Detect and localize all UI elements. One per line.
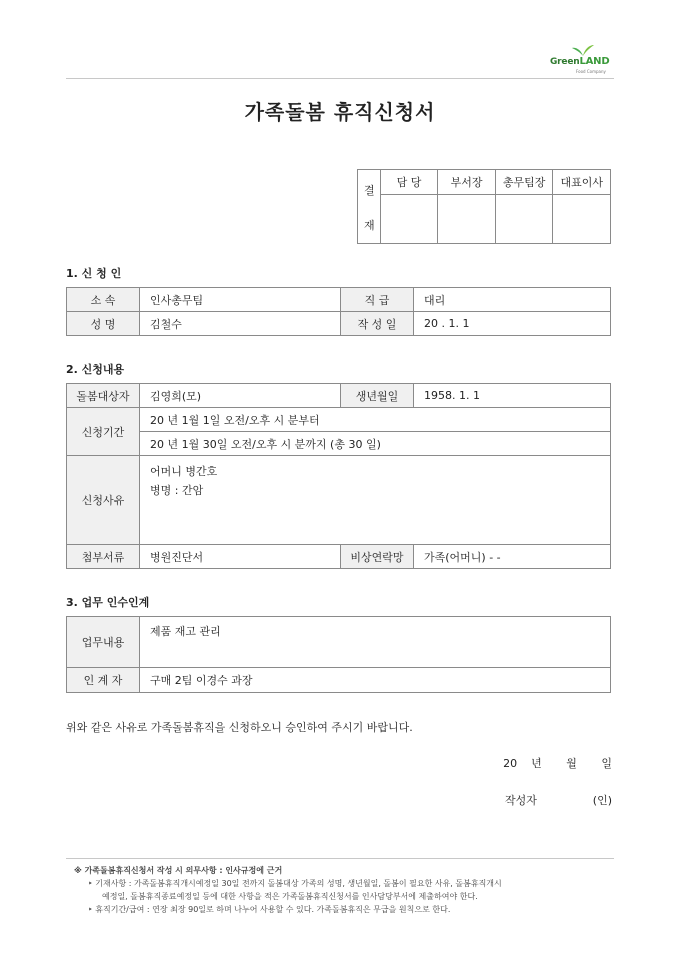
approval-box bbox=[357, 169, 611, 244]
handover-person-value[interactable]: 구매 2팀 이경수 과장 bbox=[140, 668, 611, 693]
approval-sign-dept-head[interactable] bbox=[438, 195, 496, 244]
care-target-value[interactable]: 김영희(모) bbox=[140, 384, 341, 408]
period-from[interactable]: 20 년 1월 1일 오전/오후 시 분부터 bbox=[140, 408, 611, 432]
date-line: 20 년 월 일 bbox=[503, 757, 612, 770]
written-date-value[interactable]: 20 . 1. 1 bbox=[414, 312, 611, 336]
emergency-contact-value[interactable]: 가족(어머니) - - bbox=[414, 545, 611, 569]
note-item-1-line-2: 예정일, 돌봄휴직종료예정일 등에 대한 사항을 적은 가족돌봄휴직신청서를 인사담당부서에 제출하여야 한다. bbox=[102, 892, 478, 901]
approval-role-admin-lead: 총무팀장 bbox=[495, 170, 553, 195]
name-value[interactable]: 김철수 bbox=[140, 312, 341, 336]
reason-label: 신청사유 bbox=[67, 456, 140, 545]
notes-heading: ※ 가족돌봄휴직신청서 작성 시 의무사항 : 인사규정에 근거 bbox=[74, 866, 283, 875]
period-label: 신청기간 bbox=[67, 408, 140, 456]
section-request-heading: 2. 신청내용 bbox=[66, 363, 125, 376]
approval-sign-ceo[interactable] bbox=[553, 195, 611, 244]
notes-divider bbox=[66, 858, 614, 859]
handover-table bbox=[66, 616, 611, 693]
notes-block bbox=[66, 864, 612, 916]
work-label: 업무내용 bbox=[67, 617, 140, 668]
emergency-contact-label: 비상연락망 bbox=[341, 545, 414, 569]
dept-label: 소 속 bbox=[67, 288, 140, 312]
request-table bbox=[66, 383, 611, 569]
note-item-1-line-1: ‣ 기재사항 : 가족돌봄휴직개시예정일 30일 전까지 돌봄대상 가족의 성명, 생년월일, 돌봄이 필요한 사유, 돌봄휴직개시 bbox=[88, 879, 502, 888]
logo-subtitle: Food Company bbox=[576, 69, 606, 74]
approval-role-staff: 담 당 bbox=[380, 170, 438, 195]
section-applicant-heading: 1. 신 청 인 bbox=[66, 267, 122, 280]
written-date-label: 작 성 일 bbox=[341, 312, 414, 336]
header-divider bbox=[66, 78, 614, 79]
birth-date-label: 생년월일 bbox=[341, 384, 414, 408]
reason-value[interactable] bbox=[140, 456, 611, 545]
leaf-icon bbox=[572, 44, 594, 56]
signer-line: 작성자 (인) bbox=[504, 794, 612, 807]
approval-side-label: 결 재 bbox=[358, 170, 381, 244]
request-statement: 위와 같은 사유로 가족돌봄휴직을 신청하오니 승인하여 주시기 바랍니다. bbox=[66, 721, 413, 734]
document-title: 가족돌봄 휴직신청서 bbox=[244, 100, 436, 124]
work-value[interactable]: 제품 재고 관리 bbox=[140, 617, 611, 668]
care-target-label: 돌봄대상자 bbox=[67, 384, 140, 408]
note-item-2: ‣ 휴직기간/급여 : 연장 최장 90일로 하며 나누어 사용할 수 있다. 가족돌봄휴직은 무급을 원칙으로 한다. bbox=[88, 905, 451, 914]
approval-sign-admin-lead[interactable] bbox=[495, 195, 553, 244]
dept-value[interactable]: 인사총무팀 bbox=[140, 288, 341, 312]
period-to[interactable]: 20 년 1월 30일 오전/오후 시 분까지 (총 30 일) bbox=[140, 432, 611, 456]
birth-date-value[interactable]: 1958. 1. 1 bbox=[414, 384, 611, 408]
rank-value[interactable]: 대리 bbox=[414, 288, 611, 312]
attachment-label: 첨부서류 bbox=[67, 545, 140, 569]
rank-label: 직 급 bbox=[341, 288, 414, 312]
attachment-value[interactable]: 병원진단서 bbox=[140, 545, 341, 569]
section-handover-heading: 3. 업무 인수인계 bbox=[66, 596, 150, 609]
name-label: 성 명 bbox=[67, 312, 140, 336]
approval-role-ceo: 대표이사 bbox=[553, 170, 611, 195]
reason-line-2: 병명 : 간암 bbox=[150, 484, 204, 497]
handover-person-label: 인 계 자 bbox=[67, 668, 140, 693]
approval-role-dept-head: 부서장 bbox=[438, 170, 496, 195]
applicant-table bbox=[66, 287, 611, 336]
logo-wordmark: GreenLAND bbox=[550, 56, 610, 67]
company-logo bbox=[550, 44, 610, 74]
approval-sign-staff[interactable] bbox=[380, 195, 438, 244]
reason-line-1: 어머니 병간호 bbox=[150, 465, 218, 478]
